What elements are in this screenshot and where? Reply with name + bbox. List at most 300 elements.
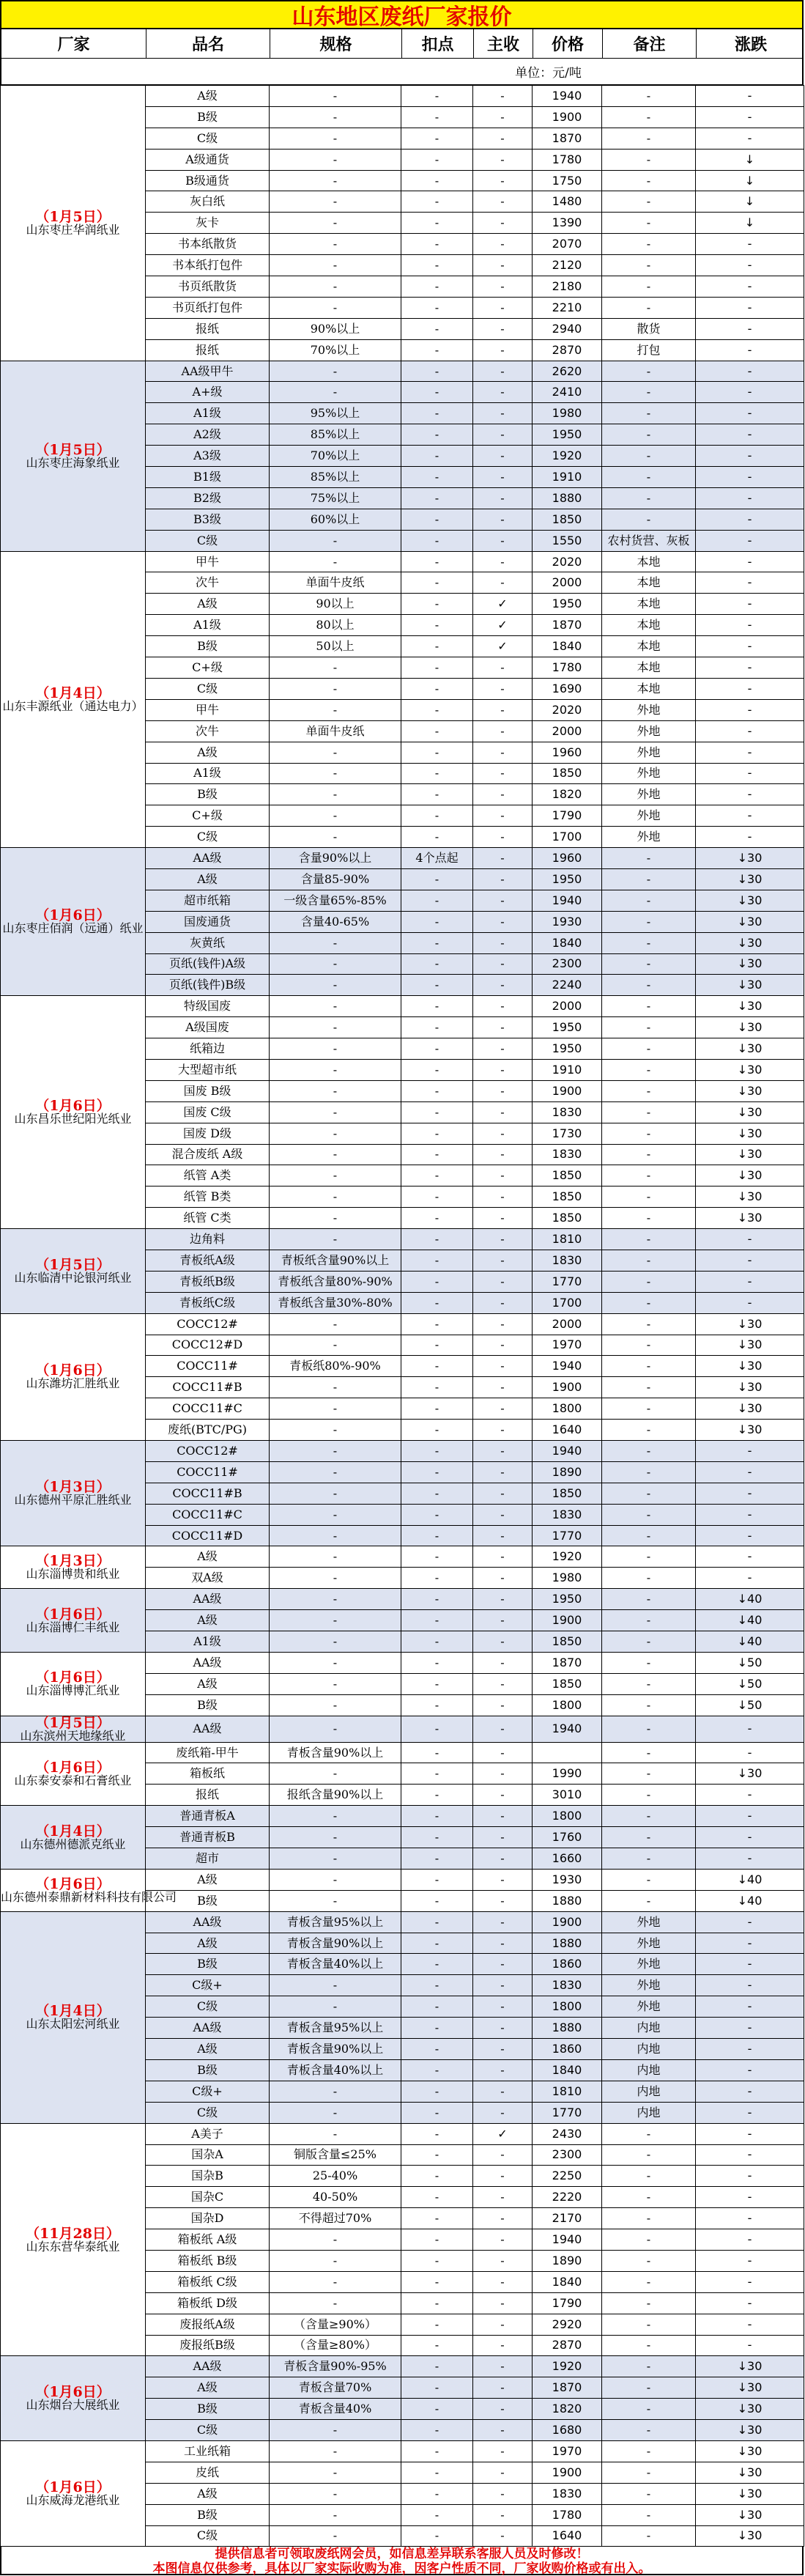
main-purchase-cell: - xyxy=(473,699,533,720)
deduction-cell: - xyxy=(401,615,473,636)
spec-cell: 青板含量90%以上 xyxy=(270,1933,401,1954)
main-purchase-cell: - xyxy=(473,975,533,996)
product-cell: COCC11#B xyxy=(146,1483,270,1504)
change-cell: - xyxy=(696,1785,804,1806)
main-purchase-cell: - xyxy=(473,149,533,170)
factory-name: 山东枣庄华润纸业 xyxy=(26,222,120,237)
deduction-cell: - xyxy=(401,551,473,572)
factory-date: （1月5日） xyxy=(35,1256,111,1273)
deduction-cell: - xyxy=(401,1742,473,1763)
remark-cell: 本地 xyxy=(602,657,696,679)
price-cell: 1970 xyxy=(533,2440,602,2462)
main-purchase-cell: - xyxy=(473,2399,533,2420)
price-cell: 1880 xyxy=(533,1933,602,1954)
main-purchase-cell: - xyxy=(473,487,533,509)
price-cell: 1910 xyxy=(533,1059,602,1080)
remark-cell: - xyxy=(602,890,696,911)
product-cell: 国杂A xyxy=(146,2144,270,2166)
spec-cell: 一级含量65%-85% xyxy=(270,890,401,911)
product-cell: AA级 xyxy=(146,1589,270,1610)
factory-block xyxy=(1,1911,804,2123)
main-purchase-cell: - xyxy=(473,1996,533,2018)
remark-cell: - xyxy=(602,2483,696,2504)
product-cell: 国杂B xyxy=(146,2166,270,2187)
price-cell: 1780 xyxy=(533,2504,602,2525)
page-title: 山东地区废纸厂家报价 xyxy=(0,0,804,29)
remark-cell: - xyxy=(602,2271,696,2292)
price-cell: 1940 xyxy=(533,86,602,107)
remark-cell: - xyxy=(602,848,696,869)
factory-block xyxy=(1,1869,804,1911)
spec-cell: 青板含量40% xyxy=(270,2399,401,2420)
main-purchase-cell: - xyxy=(473,1652,533,1673)
main-purchase-cell: - xyxy=(473,2166,533,2187)
remark-cell: - xyxy=(602,1568,696,1589)
price-cell: 1890 xyxy=(533,2250,602,2271)
change-cell: - xyxy=(696,1271,804,1292)
remark-cell: - xyxy=(602,424,696,446)
change-cell: ↓30 xyxy=(696,996,804,1017)
price-cell: 1840 xyxy=(533,932,602,953)
change-cell: ↓30 xyxy=(696,1017,804,1038)
main-purchase-cell: - xyxy=(473,1101,533,1123)
footer-line-1: 提供信息者可领取废纸网会员，如信息差异联系客服人员及时修改！ xyxy=(215,2547,589,2562)
remark-cell: 外地 xyxy=(602,805,696,827)
factory-block xyxy=(1,86,804,361)
product-cell: 箱板纸 D级 xyxy=(146,2292,270,2314)
deduction-cell: - xyxy=(401,382,473,403)
product-cell: COCC12# xyxy=(146,1313,270,1335)
deduction-cell: - xyxy=(401,530,473,551)
product-cell: B2级 xyxy=(146,487,270,509)
price-cell: 1810 xyxy=(533,2081,602,2102)
factory-cell xyxy=(1,1806,146,1870)
deduction-cell: - xyxy=(401,234,473,255)
table-row xyxy=(1,551,804,572)
deduction-cell: - xyxy=(401,170,473,191)
change-cell: - xyxy=(696,1848,804,1870)
deduction-cell: - xyxy=(401,1589,473,1610)
product-cell: A级 xyxy=(146,1610,270,1631)
factory-date: （1月6日） xyxy=(35,1362,111,1379)
spec-cell: - xyxy=(270,1038,401,1060)
main-purchase-cell: - xyxy=(473,932,533,953)
spec-cell: - xyxy=(270,1101,401,1123)
product-cell: C级 xyxy=(146,2525,270,2547)
change-cell: - xyxy=(696,805,804,827)
price-cell: 2000 xyxy=(533,996,602,1017)
main-purchase-cell: - xyxy=(473,2250,533,2271)
deduction-cell: - xyxy=(401,2399,473,2420)
product-cell: 报纸 xyxy=(146,339,270,361)
price-cell: 1800 xyxy=(533,1398,602,1420)
footer-note xyxy=(0,2547,804,2575)
product-cell: 书页纸打包件 xyxy=(146,297,270,318)
change-cell: ↓30 xyxy=(696,1101,804,1123)
product-cell: 废报纸B级 xyxy=(146,2335,270,2356)
change-cell: ↓30 xyxy=(696,1763,804,1785)
spec-cell: - xyxy=(270,361,401,382)
deduction-cell: - xyxy=(401,1673,473,1694)
spec-cell: 85%以上 xyxy=(270,424,401,446)
factory-date: （1月6日） xyxy=(35,1669,111,1686)
remark-cell: - xyxy=(602,975,696,996)
change-cell: - xyxy=(696,1716,804,1742)
deduction-cell: - xyxy=(401,1356,473,1377)
change-cell: ↓30 xyxy=(696,2399,804,2420)
change-cell: ↓30 xyxy=(696,2483,804,2504)
factory-name: 山东丰源纸业（通达电力） xyxy=(2,698,144,713)
main-purchase-cell: - xyxy=(473,1785,533,1806)
deduction-cell: - xyxy=(401,403,473,424)
price-cell: 1640 xyxy=(533,1420,602,1441)
price-cell: 2920 xyxy=(533,2314,602,2335)
deduction-cell: - xyxy=(401,742,473,763)
price-cell: 1700 xyxy=(533,827,602,848)
main-purchase-cell: - xyxy=(473,1589,533,1610)
price-cell: 1940 xyxy=(533,2229,602,2251)
price-cell: 1900 xyxy=(533,2462,602,2483)
change-cell: - xyxy=(696,2123,804,2144)
spec-cell: - xyxy=(270,657,401,679)
price-cell: 1860 xyxy=(533,1954,602,1975)
product-cell: A级 xyxy=(146,594,270,615)
deduction-cell: - xyxy=(401,1827,473,1848)
change-cell: - xyxy=(696,2229,804,2251)
spec-cell: - xyxy=(270,382,401,403)
price-cell: 1950 xyxy=(533,594,602,615)
remark-cell: - xyxy=(602,1610,696,1631)
change-cell: ↓30 xyxy=(696,1420,804,1441)
spec-cell: - xyxy=(270,1827,401,1848)
price-cell: 1780 xyxy=(533,657,602,679)
deduction-cell: - xyxy=(401,2102,473,2123)
remark-cell: - xyxy=(602,2399,696,2420)
product-cell: 国废 D级 xyxy=(146,1123,270,1144)
deduction-cell: - xyxy=(401,1848,473,1870)
change-cell: - xyxy=(696,424,804,446)
price-cell: 1940 xyxy=(533,890,602,911)
change-cell: - xyxy=(696,551,804,572)
product-cell: C级+ xyxy=(146,2081,270,2102)
change-cell: - xyxy=(696,2292,804,2314)
deduction-cell: - xyxy=(401,2059,473,2081)
spec-cell: 40-50% xyxy=(270,2187,401,2208)
factory-cell xyxy=(1,1911,146,2123)
price-cell: 1880 xyxy=(533,1890,602,1911)
main-purchase-cell: - xyxy=(473,1483,533,1504)
change-cell: - xyxy=(696,86,804,107)
product-cell: 废纸箱-甲牛 xyxy=(146,1742,270,1763)
price-cell: 1830 xyxy=(533,1975,602,1996)
deduction-cell: - xyxy=(401,2208,473,2229)
change-cell: - xyxy=(696,615,804,636)
factory-date: （1月6日） xyxy=(35,907,111,924)
spec-cell: - xyxy=(270,1694,401,1716)
change-cell: ↓40 xyxy=(696,1869,804,1890)
product-cell: B级 xyxy=(146,2504,270,2525)
factory-cell xyxy=(1,2356,146,2441)
price-cell: 1770 xyxy=(533,1525,602,1546)
product-cell: A1级 xyxy=(146,1631,270,1653)
factory-date: （1月6日） xyxy=(35,1098,111,1115)
table-row xyxy=(1,1806,804,1827)
product-cell: B级 xyxy=(146,784,270,805)
deduction-cell: - xyxy=(401,318,473,339)
price-cell: 3010 xyxy=(533,1785,602,1806)
deduction-cell: - xyxy=(401,1869,473,1890)
factory-date: （11月28日） xyxy=(26,2225,120,2242)
remark-cell: 本地 xyxy=(602,594,696,615)
main-purchase-cell: - xyxy=(473,1356,533,1377)
main-purchase-cell: - xyxy=(473,1250,533,1271)
product-cell: 青板纸B级 xyxy=(146,1271,270,1292)
price-cell: 2250 xyxy=(533,2166,602,2187)
price-cell: 1810 xyxy=(533,1229,602,1250)
product-cell: A级 xyxy=(146,742,270,763)
remark-cell: 外地 xyxy=(602,1996,696,2018)
product-cell: 页纸(钱件)B级 xyxy=(146,975,270,996)
factory-name: 山东德州泰鼎新材料科技有限公司 xyxy=(1,1889,177,1904)
product-cell: A1级 xyxy=(146,403,270,424)
price-cell: 1950 xyxy=(533,868,602,890)
change-cell: ↓30 xyxy=(696,975,804,996)
price-cell: 1860 xyxy=(533,2039,602,2060)
spec-cell: 75%以上 xyxy=(270,487,401,509)
deduction-cell: - xyxy=(401,636,473,657)
remark-cell: - xyxy=(602,2166,696,2187)
main-purchase-cell: - xyxy=(473,848,533,869)
main-purchase-cell: - xyxy=(473,1806,533,1827)
deduction-cell: - xyxy=(401,1568,473,1589)
spec-cell: - xyxy=(270,2483,401,2504)
price-cell: 2410 xyxy=(533,382,602,403)
price-cell: 1880 xyxy=(533,487,602,509)
main-purchase-cell: - xyxy=(473,255,533,276)
spec-cell: - xyxy=(270,975,401,996)
factory-block xyxy=(1,2440,804,2546)
product-cell: C级 xyxy=(146,2102,270,2123)
change-cell: - xyxy=(696,2335,804,2356)
deduction-cell: - xyxy=(401,1420,473,1441)
deduction-cell: - xyxy=(401,1271,473,1292)
change-cell: ↓30 xyxy=(696,1186,804,1208)
change-cell: - xyxy=(696,594,804,615)
main-purchase-cell: - xyxy=(473,953,533,975)
deduction-cell: - xyxy=(401,1017,473,1038)
price-cell: 1900 xyxy=(533,1080,602,1101)
main-purchase-cell: - xyxy=(473,1631,533,1653)
factory-block xyxy=(1,1652,804,1716)
deduction-cell: 4个点起 xyxy=(401,848,473,869)
remark-cell: - xyxy=(602,1080,696,1101)
remark-cell: - xyxy=(602,1504,696,1525)
spec-cell: - xyxy=(270,1996,401,2018)
factory-block xyxy=(1,1716,804,1742)
spec-cell: 60%以上 xyxy=(270,509,401,530)
remark-cell: - xyxy=(602,106,696,128)
price-cell: 2000 xyxy=(533,720,602,742)
main-purchase-cell: - xyxy=(473,1848,533,1870)
change-cell: - xyxy=(696,276,804,298)
price-cell: 1640 xyxy=(533,2525,602,2547)
product-cell: A级 xyxy=(146,1869,270,1890)
deduction-cell: - xyxy=(401,446,473,467)
product-cell: 废纸(BTC/PG) xyxy=(146,1420,270,1441)
remark-cell: - xyxy=(602,953,696,975)
deduction-cell: - xyxy=(401,572,473,594)
spec-cell: - xyxy=(270,1208,401,1229)
product-cell: AA级 xyxy=(146,1911,270,1933)
factory-name: 山东淄博贵和纸业 xyxy=(26,1567,120,1582)
table-row xyxy=(1,361,804,382)
remark-cell: - xyxy=(602,1652,696,1673)
deduction-cell: - xyxy=(401,827,473,848)
column-header-0: 厂家 xyxy=(1,29,146,58)
main-purchase-cell: - xyxy=(473,1504,533,1525)
remark-cell: - xyxy=(602,1673,696,1694)
price-cell: 1900 xyxy=(533,1911,602,1933)
remark-cell: 外地 xyxy=(602,1933,696,1954)
product-cell: A级 xyxy=(146,2483,270,2504)
change-cell: - xyxy=(696,699,804,720)
product-cell: 皮纸 xyxy=(146,2462,270,2483)
deduction-cell: - xyxy=(401,128,473,149)
price-cell: 1900 xyxy=(533,1377,602,1398)
product-cell: A1级 xyxy=(146,615,270,636)
remark-cell: - xyxy=(602,446,696,467)
remark-cell: - xyxy=(602,1589,696,1610)
product-cell: 页纸(钱件)A级 xyxy=(146,953,270,975)
main-purchase-cell: - xyxy=(473,1610,533,1631)
spec-cell: - xyxy=(270,2420,401,2441)
factory-date: （1月3日） xyxy=(35,1479,111,1496)
change-cell: ↓ xyxy=(696,149,804,170)
remark-cell: - xyxy=(602,1335,696,1356)
change-cell: ↓30 xyxy=(696,2440,804,2462)
spec-cell: - xyxy=(270,1229,401,1250)
main-purchase-cell: - xyxy=(473,1398,533,1420)
change-cell: - xyxy=(696,1292,804,1313)
spec-cell: - xyxy=(270,2440,401,2462)
spec-cell: - xyxy=(270,1848,401,1870)
spec-cell: - xyxy=(270,1165,401,1186)
factory-block xyxy=(1,1313,804,1440)
factory-cell xyxy=(1,86,146,361)
change-cell: - xyxy=(696,361,804,382)
remark-cell: 外地 xyxy=(602,699,696,720)
product-cell: AA级 xyxy=(146,2018,270,2039)
factory-date: （1月5日） xyxy=(35,208,111,225)
main-purchase-cell: - xyxy=(473,1038,533,1060)
deduction-cell: - xyxy=(401,657,473,679)
main-purchase-cell: - xyxy=(473,1933,533,1954)
spec-cell: - xyxy=(270,2229,401,2251)
deduction-cell: - xyxy=(401,890,473,911)
remark-cell: 打包 xyxy=(602,339,696,361)
deduction-cell: - xyxy=(401,2504,473,2525)
deduction-cell: - xyxy=(401,255,473,276)
product-cell: AA级 xyxy=(146,1716,270,1742)
product-cell: AA级 xyxy=(146,1652,270,1673)
spec-cell: - xyxy=(270,1335,401,1356)
spec-cell: 青板纸含量30%-80% xyxy=(270,1292,401,1313)
remark-cell: - xyxy=(602,213,696,234)
remark-cell: - xyxy=(602,2250,696,2271)
change-cell: ↓30 xyxy=(696,953,804,975)
change-cell: - xyxy=(696,2102,804,2123)
product-cell: 灰卡 xyxy=(146,213,270,234)
main-purchase-cell: - xyxy=(473,276,533,298)
spec-cell: - xyxy=(270,784,401,805)
product-cell: B级 xyxy=(146,1954,270,1975)
spec-cell: 单面牛皮纸 xyxy=(270,720,401,742)
spec-cell: - xyxy=(270,1504,401,1525)
remark-cell: - xyxy=(602,1229,696,1250)
deduction-cell: - xyxy=(401,1785,473,1806)
factory-cell xyxy=(1,1229,146,1314)
main-purchase-cell: - xyxy=(473,2144,533,2166)
main-purchase-cell: - xyxy=(473,213,533,234)
deduction-cell: - xyxy=(401,784,473,805)
deduction-cell: - xyxy=(401,1806,473,1827)
remark-cell: - xyxy=(602,2377,696,2399)
remark-cell: - xyxy=(602,1059,696,1080)
product-cell: 超市纸箱 xyxy=(146,890,270,911)
factory-cell xyxy=(1,1313,146,1440)
column-header-2: 规格 xyxy=(270,29,402,58)
price-cell: 1920 xyxy=(533,2356,602,2377)
product-cell: COCC12# xyxy=(146,1441,270,1462)
deduction-cell: - xyxy=(401,2144,473,2166)
factory-date: （1月6日） xyxy=(35,1606,111,1623)
deduction-cell: - xyxy=(401,1546,473,1568)
main-purchase-cell: - xyxy=(473,2229,533,2251)
price-cell: 1840 xyxy=(533,636,602,657)
change-cell: - xyxy=(696,403,804,424)
product-cell: B级 xyxy=(146,106,270,128)
spec-cell: 青板含量95%以上 xyxy=(270,1911,401,1933)
spec-cell: 不得超过70% xyxy=(270,2208,401,2229)
price-cell: 1550 xyxy=(533,530,602,551)
change-cell: ↓30 xyxy=(696,1313,804,1335)
deduction-cell: - xyxy=(401,2187,473,2208)
deduction-cell: - xyxy=(401,2081,473,2102)
product-cell: 灰白纸 xyxy=(146,191,270,213)
spec-cell: 85%以上 xyxy=(270,467,401,488)
main-purchase-cell: - xyxy=(473,2208,533,2229)
spec-cell: - xyxy=(270,297,401,318)
price-cell: 1820 xyxy=(533,784,602,805)
spec-cell: 90%以上 xyxy=(270,318,401,339)
factory-block xyxy=(1,1229,804,1314)
footer-line-2: 本图信息仅供参考，具体以厂家实际收购为准，因客户性质不同，厂家收购价格或有出入。 xyxy=(152,2561,651,2576)
spec-cell: 95%以上 xyxy=(270,403,401,424)
change-cell: - xyxy=(696,572,804,594)
remark-cell: 外地 xyxy=(602,1911,696,1933)
spec-cell: - xyxy=(270,1313,401,1335)
price-cell: 1830 xyxy=(533,2483,602,2504)
spec-cell: 50以上 xyxy=(270,636,401,657)
deduction-cell: - xyxy=(401,487,473,509)
spec-cell: 含量40-65% xyxy=(270,911,401,932)
product-cell: C级 xyxy=(146,678,270,699)
main-purchase-cell: - xyxy=(473,2483,533,2504)
product-cell: B级 xyxy=(146,1694,270,1716)
main-purchase-cell: ✓ xyxy=(473,615,533,636)
main-purchase-cell: - xyxy=(473,1975,533,1996)
table-row xyxy=(1,1546,804,1568)
